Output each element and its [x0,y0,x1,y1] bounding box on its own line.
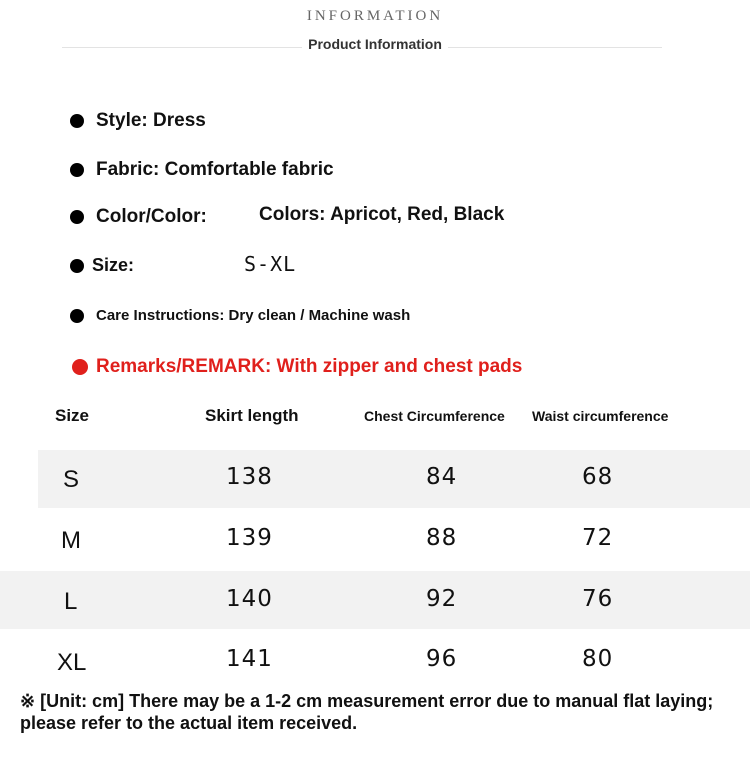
attr-remark [70,356,522,378]
attr-size-label: Size: [92,255,135,275]
header-title-cn [0,36,750,52]
table-row [0,510,750,568]
cell-size: M [61,527,81,554]
cell-waist: 68 [582,464,614,490]
cell-skirt-length: 141 [226,646,273,672]
table-header-chest: Chest Circumference [364,408,505,424]
header-title-cn-text: Product Information [302,36,448,52]
cell-size: XL [57,649,87,676]
cell-size: L [64,588,78,615]
bullet-icon [70,259,84,273]
cell-waist: 72 [582,525,614,551]
cell-chest: 88 [426,525,458,551]
table-row [0,631,750,689]
attr-fabric-text: Fabric: Comfortable fabric [96,159,334,180]
cell-skirt-length: 138 [226,464,273,490]
attr-size [70,252,297,276]
bullet-icon [70,210,84,224]
cell-skirt-length: 140 [226,586,273,612]
cell-skirt-length: 139 [226,525,273,551]
bullet-red-icon [72,359,88,375]
attr-color-value: Colors: Apricot, Red, Black [259,204,505,225]
bullet-icon [70,309,84,323]
attr-fabric [70,159,334,181]
attr-color-label: Color/Color: [96,206,207,227]
bullet-icon [70,163,84,177]
attr-care [70,307,410,324]
table-header-waist: Waist circumference [532,408,669,424]
cell-waist: 76 [582,586,614,612]
measurement-note: ※ [Unit: cm] There may be a 1-2 cm measurement error due to manual flat laying; please refer to the actual item received. [20,691,714,733]
table-header-size: Size [55,406,90,425]
attr-color [70,204,505,228]
header-title-en: INFORMATION [306,8,444,24]
attr-size-value: S-XL [244,252,297,276]
attr-style [70,110,206,132]
cell-waist: 80 [582,646,614,672]
table-header-skirt-length: Skirt length [205,406,299,425]
cell-size: S [63,466,80,493]
table-row [0,571,750,629]
attr-care-text: Care Instructions: Dry clean / Machine wash [96,307,411,324]
cell-chest: 96 [426,646,458,672]
attr-style-text: Style: Dress [96,110,206,131]
table-row [38,450,750,508]
cell-chest: 84 [426,464,458,490]
bullet-icon [70,114,84,128]
attr-remark-text: Remarks/REMARK: With zipper and chest pads [96,356,523,377]
cell-chest: 92 [426,586,458,612]
